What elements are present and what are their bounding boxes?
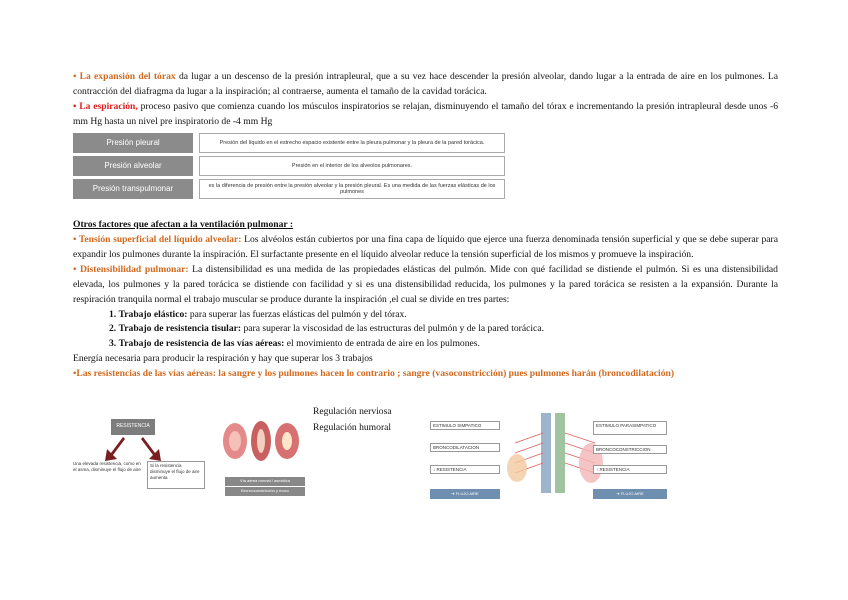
pressure-label: Presión pleural bbox=[73, 133, 193, 153]
pressure-row bbox=[73, 156, 505, 176]
item-number: 2. bbox=[109, 323, 117, 335]
airway-illustration bbox=[217, 415, 307, 465]
flow-step: BRONCODILATACION bbox=[430, 443, 500, 452]
paragraph-surface-tension bbox=[73, 233, 778, 263]
pressure-row bbox=[73, 179, 505, 199]
paragraph-text: La distensibilidad es una medida de las propiedades elásticas del pulmón. Mide con qué facilidad se distiende el pulmón. Si es una distensibilidad elevada, los pulmones y la pared torácica se distiende con facilidad y si es una distensibilidad reducida, los pulmones y la pared torácica se resisten a la expansión. Durante la respiración tranquila normal el trabajo muscular se produce durante la inspiración ,el cual se divide en tres partes: bbox=[73, 264, 778, 305]
illustration-caption: Broncoconstricción y moco bbox=[225, 487, 305, 496]
paragraph-text: Los alvéolos están cubiertos por una fina capa de líquido que ejerce una fuerza denominada tensión superficial y que se debe superar para expandir los pulmones durante la inspiración. El surfactante presente en el líquido alveolar reduce la tensión superficial de los mismos y promueve la inspiración. bbox=[73, 234, 778, 261]
item-title: Trabajo de resistencia de las vías aéreas: bbox=[118, 338, 285, 350]
list-item bbox=[73, 322, 778, 337]
energy-line: Energía necesaria para producir la respiración y hay que superar los 3 trabajos bbox=[73, 353, 373, 365]
pressure-description: Presión en el interior de los alveolos pulmonares. bbox=[199, 156, 505, 176]
resistance-label: RESISTENCIA bbox=[111, 419, 155, 435]
bullet: • bbox=[73, 100, 80, 112]
regulation-nervous: Regulación nerviosa bbox=[313, 406, 392, 417]
flow-step: ↓ RESISTENCIA bbox=[430, 465, 500, 474]
paragraph-expiration bbox=[73, 100, 778, 130]
item-number: 1. bbox=[109, 308, 117, 320]
paragraph-chest-expansion bbox=[73, 70, 778, 100]
nervous-system-illustration bbox=[505, 413, 605, 509]
document-page bbox=[73, 70, 778, 382]
list-item bbox=[73, 308, 778, 323]
regulation-humoral: Regulación humoral bbox=[313, 422, 392, 433]
diagram-caption-low: Si la resistencia disminuye el flujo de aire aumenta bbox=[147, 461, 205, 489]
bullet: • bbox=[73, 71, 80, 82]
item-number: 3. bbox=[109, 338, 117, 350]
flow-result: ➔ FLUJO AIRE bbox=[593, 489, 667, 499]
flow-step: ESTIMULO SIMPATICO bbox=[430, 421, 500, 430]
pressure-description: es la diferencia de presión entre la presión alveolar y la presión pleural. Es una medida de las fuerzas elásticas de los pulmones bbox=[199, 179, 505, 199]
illustration-caption: Vía aérea normal / asmática bbox=[225, 477, 305, 486]
paragraph-compliance bbox=[73, 263, 778, 308]
paragraph-text: da lugar a un descenso de la presión intrapleural, que a su vez hace descender la presión alveolar, dando lugar a la entrada de aire en los pulmones. La contracción del diafragma da lugar a la inspiración; al contraerse, aumenta el tamaño de la cavidad torácica. bbox=[73, 71, 778, 97]
bullet: • bbox=[73, 234, 79, 246]
arrows-icon bbox=[103, 435, 163, 463]
bullet: • bbox=[73, 264, 80, 276]
pressure-description: Presión del líquido en el estrecho espacio existente entre la pleura pulmonar y la pleura de la pared torácica. bbox=[199, 133, 505, 153]
list-item bbox=[73, 337, 778, 352]
pressure-label: Presión alveolar bbox=[73, 156, 193, 176]
paragraph-text: proceso pasivo que comienza cuando los músculos inspiratorios se relajan, disminuyendo el tamaño del tórax e incrementando la presión intrapleural desde unos -6 mm Hg hasta un nivel pre inspiratorio de -4 mm Hg bbox=[73, 100, 778, 127]
diagram-caption-high: Una elevada resistencia, como en el asma, disminuye el flujo de aire bbox=[73, 461, 141, 473]
resistance-line: •Las resistencias de las vías aéreas: la sangre y los pulmones hacen lo contrario ; sangre (vasoconstricción) pues pulmones harán (broncodilatación) bbox=[73, 368, 675, 380]
item-title: Trabajo de resistencia tisular: bbox=[118, 323, 242, 335]
item-title: Trabajo elástico: bbox=[118, 308, 188, 320]
section-heading: Otros factores que afectan a la ventilación pulmonar : bbox=[73, 219, 294, 231]
flow-step: ESTIMULO PARASIMPATICO bbox=[593, 421, 667, 435]
flow-step: BRONCOCONSTRICCION bbox=[593, 445, 667, 454]
term-surface-tension: Tensión superficial del líquido alveolar: bbox=[78, 234, 242, 246]
flow-step: ↑ RESISTENCIA bbox=[593, 465, 667, 474]
item-text: el movimiento de entrada de aire en los pulmones. bbox=[284, 338, 480, 350]
item-text: para superar las fuerzas elásticas del pulmón y del tórax. bbox=[187, 308, 407, 320]
figures-row bbox=[73, 405, 773, 515]
pressure-row bbox=[73, 133, 505, 153]
pressure-label: Presión transpulmonar bbox=[73, 179, 193, 199]
item-text: para superar la viscosidad de las estructuras del pulmón y de la pared torácica. bbox=[241, 323, 544, 335]
flow-result: ➔ FLUJO AIRE bbox=[430, 489, 500, 499]
pressure-table bbox=[73, 133, 505, 199]
term-compliance: Distensibilidad pulmonar: bbox=[79, 264, 189, 276]
term-chest-expansion: La expansión del tórax bbox=[79, 71, 176, 82]
term-expiration: La espiración, bbox=[79, 100, 138, 112]
